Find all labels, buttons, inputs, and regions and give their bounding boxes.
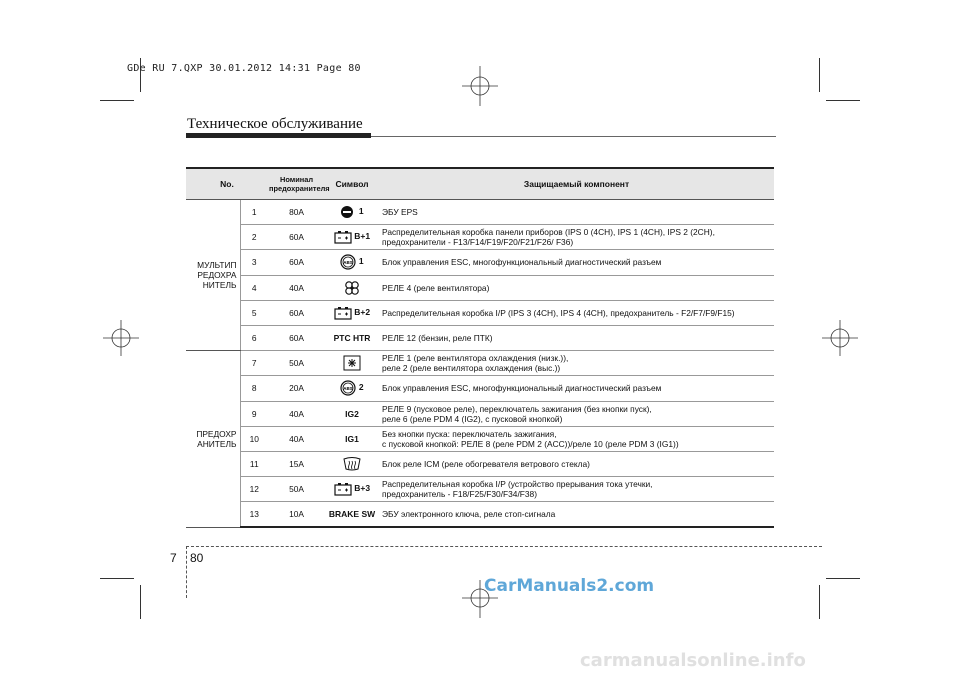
- fuse-component: [379, 502, 774, 528]
- fuse-symbol-label: 2: [358, 382, 364, 393]
- component-line: РЕЛЕ 1 (реле вентилятора охлаждения (низк.)),: [382, 353, 569, 364]
- title-rule: [371, 136, 776, 137]
- fuse-rating: 15A: [268, 451, 325, 476]
- component-line: реле 2 (реле вентилятора охлаждения (выс.)): [382, 363, 561, 374]
- page-number: 80: [190, 551, 204, 565]
- table-row: [186, 376, 774, 401]
- component-line: ЭБУ электронного ключа, реле стоп-сигнала: [382, 509, 556, 520]
- header-no: No.: [186, 168, 268, 200]
- fuse-symbol-label: B+1: [354, 231, 371, 242]
- group-label-line: ПРЕДОХР: [196, 429, 237, 440]
- component-line: Без кнопки пуска: переключатель зажигания,: [382, 428, 557, 439]
- fuse-rating: 40A: [268, 426, 325, 451]
- header-symbol: Символ: [325, 168, 379, 200]
- fuse-symbol: [325, 477, 379, 502]
- component-line: реле 6 (реле PDM 4 (IG2), с пусковой кнопкой): [382, 413, 563, 424]
- table-row: [186, 502, 774, 528]
- fuse-rating: 50A: [268, 477, 325, 502]
- table-row: [186, 275, 774, 300]
- component-line: РЕЛЕ 4 (реле вентилятора): [382, 282, 490, 293]
- component-line: Блок управления ESC, многофункциональный диагностический разъем: [382, 257, 662, 268]
- watermark-primary: CarManuals2.com: [484, 576, 655, 596]
- fuse-symbol: [325, 502, 379, 528]
- fuse-component: [379, 351, 774, 376]
- table-row: [186, 250, 774, 275]
- component-line: с пусковой кнопкой: РЕЛЕ 8 (реле PDM 2 (ACC))/реле 10 (реле PDM 3 (IG1)): [382, 438, 679, 449]
- fuse-no: 3: [240, 250, 268, 275]
- table-header-row: [186, 168, 774, 200]
- fuse-rating: 10A: [268, 502, 325, 528]
- fuse-component: [379, 376, 774, 401]
- fuse-symbol: [325, 325, 379, 350]
- battery-junction-icon: [334, 483, 352, 493]
- fan-icon: [344, 282, 360, 292]
- fuse-symbol: [325, 426, 379, 451]
- fuse-symbol: [325, 451, 379, 476]
- fuse-symbol: [325, 376, 379, 401]
- fuse-symbol-label: PTC HTR: [333, 333, 371, 344]
- fuse-symbol-label: BRAKE SW: [328, 509, 376, 520]
- component-line: предохранители - F13/F14/F19/F20/F21/F26/ F36): [382, 237, 574, 248]
- fuse-no: 6: [240, 325, 268, 350]
- fuse-component: [379, 275, 774, 300]
- fuse-rating: 40A: [268, 401, 325, 426]
- fuse-symbol: [325, 300, 379, 325]
- component-line: Блок управления ESC, многофункциональный диагностический разъем: [382, 383, 662, 394]
- fuse-symbol-label: 1: [358, 256, 364, 267]
- group-label-line: РЕДОХРА: [197, 270, 237, 281]
- table-row: [186, 477, 774, 502]
- battery-junction-icon: [334, 232, 352, 242]
- fuse-rating: 60A: [268, 250, 325, 275]
- table-row: [186, 300, 774, 325]
- fuse-rating: 60A: [268, 225, 325, 250]
- cooling-fan-icon: [343, 357, 361, 367]
- fuse-rating: 80A: [268, 200, 325, 225]
- fuse-no: 9: [240, 401, 268, 426]
- table-row: [186, 401, 774, 426]
- component-line: РЕЛЕ 12 (бензин, реле ПТК): [382, 333, 493, 344]
- fuse-symbol: [325, 250, 379, 275]
- fuse-component: [379, 225, 774, 250]
- component-line: Блок реле ICM (реле обогревателя ветрового стекла): [382, 458, 590, 469]
- table-row: [186, 451, 774, 476]
- title-underline: [186, 133, 371, 138]
- fuse-rating: 50A: [268, 351, 325, 376]
- rear-defog-icon: [342, 458, 362, 468]
- table-row: [186, 225, 774, 250]
- fuse-no: 5: [240, 300, 268, 325]
- chapter-number: 7: [170, 551, 177, 565]
- table-row: [186, 325, 774, 350]
- component-line: предохранитель - F18/F25/F30/F34/F38): [382, 489, 538, 500]
- fuse-symbol-label: 1: [358, 206, 364, 217]
- fuse-symbol: [325, 351, 379, 376]
- fuse-no: 7: [240, 351, 268, 376]
- fuse-symbol: [325, 225, 379, 250]
- watermark-secondary: carmanualsonline.info: [580, 650, 806, 671]
- abs-icon: [340, 383, 356, 393]
- fuse-symbol: [325, 275, 379, 300]
- component-line: Распределительная коробка I/P (IPS 3 (4CH), IPS 4 (4CH), предохранитель - F2/F7/F9/F15): [382, 307, 735, 318]
- fuse-no: 1: [240, 200, 268, 225]
- fuse-component: [379, 250, 774, 275]
- fuse-symbol-label: IG1: [345, 433, 359, 444]
- fuse-symbol-label: B+3: [354, 483, 371, 494]
- header-rating: [268, 168, 330, 200]
- group-label: [186, 200, 240, 351]
- header-rating-line2: предохранителя: [269, 184, 330, 193]
- fuse-no: 13: [240, 502, 268, 528]
- svg-text:ABS: ABS: [343, 386, 354, 392]
- table-row: [186, 200, 774, 225]
- fuse-rating: 40A: [268, 275, 325, 300]
- component-line: Распределительная коробка I/P (устройство прерывания тока утечки,: [382, 479, 653, 490]
- abs-icon: [340, 257, 356, 267]
- footer-separator: [186, 546, 187, 598]
- header-component: Защищаемый компонент: [379, 168, 774, 200]
- fuse-symbol-label: B+2: [354, 307, 371, 318]
- fuse-no: 2: [240, 225, 268, 250]
- eps-steering-icon: [340, 206, 356, 216]
- table-row: [186, 351, 774, 376]
- svg-text:ABS: ABS: [343, 260, 354, 266]
- fuse-rating: 60A: [268, 300, 325, 325]
- fuse-rating: 60A: [268, 325, 325, 350]
- fuse-component: [379, 200, 774, 225]
- fuse-no: 8: [240, 376, 268, 401]
- component-line: РЕЛЕ 9 (пусковое реле), переключатель зажигания (без кнопки пуск),: [382, 403, 652, 414]
- fuse-component: [379, 451, 774, 476]
- fuse-symbol-label: IG2: [345, 408, 359, 419]
- component-line: ЭБУ EPS: [382, 207, 418, 218]
- fuse-table: [186, 167, 774, 528]
- group-label-line: НИТЕЛЬ: [202, 280, 237, 291]
- section-title: Техническое обслуживание: [187, 116, 363, 132]
- battery-junction-icon: [334, 307, 352, 317]
- fuse-component: [379, 325, 774, 350]
- group-label-line: АНИТЕЛЬ: [197, 439, 237, 450]
- footer-rule: [186, 546, 822, 547]
- table-row: [186, 426, 774, 451]
- fuse-no: 4: [240, 275, 268, 300]
- fuse-no: 12: [240, 477, 268, 502]
- fuse-component: [379, 477, 774, 502]
- fuse-symbol: [325, 200, 379, 225]
- fuse-rating: 20A: [268, 376, 325, 401]
- fuse-no: 11: [240, 451, 268, 476]
- print-header: GDe RU 7.QXP 30.01.2012 14:31 Page 80: [127, 63, 361, 74]
- fuse-symbol: [325, 401, 379, 426]
- header-rating-line1: Номинал: [279, 175, 314, 184]
- component-line: Распределительная коробка панели приборов (IPS 0 (4CH), IPS 1 (4CH), IPS 2 (2CH),: [382, 227, 715, 238]
- fuse-component: [379, 426, 774, 451]
- fuse-component: [379, 401, 774, 426]
- group-label-line: МУЛЬТИП: [197, 260, 237, 271]
- fuse-no: 10: [240, 426, 268, 451]
- fuse-component: [379, 300, 774, 325]
- group-label: [186, 351, 240, 528]
